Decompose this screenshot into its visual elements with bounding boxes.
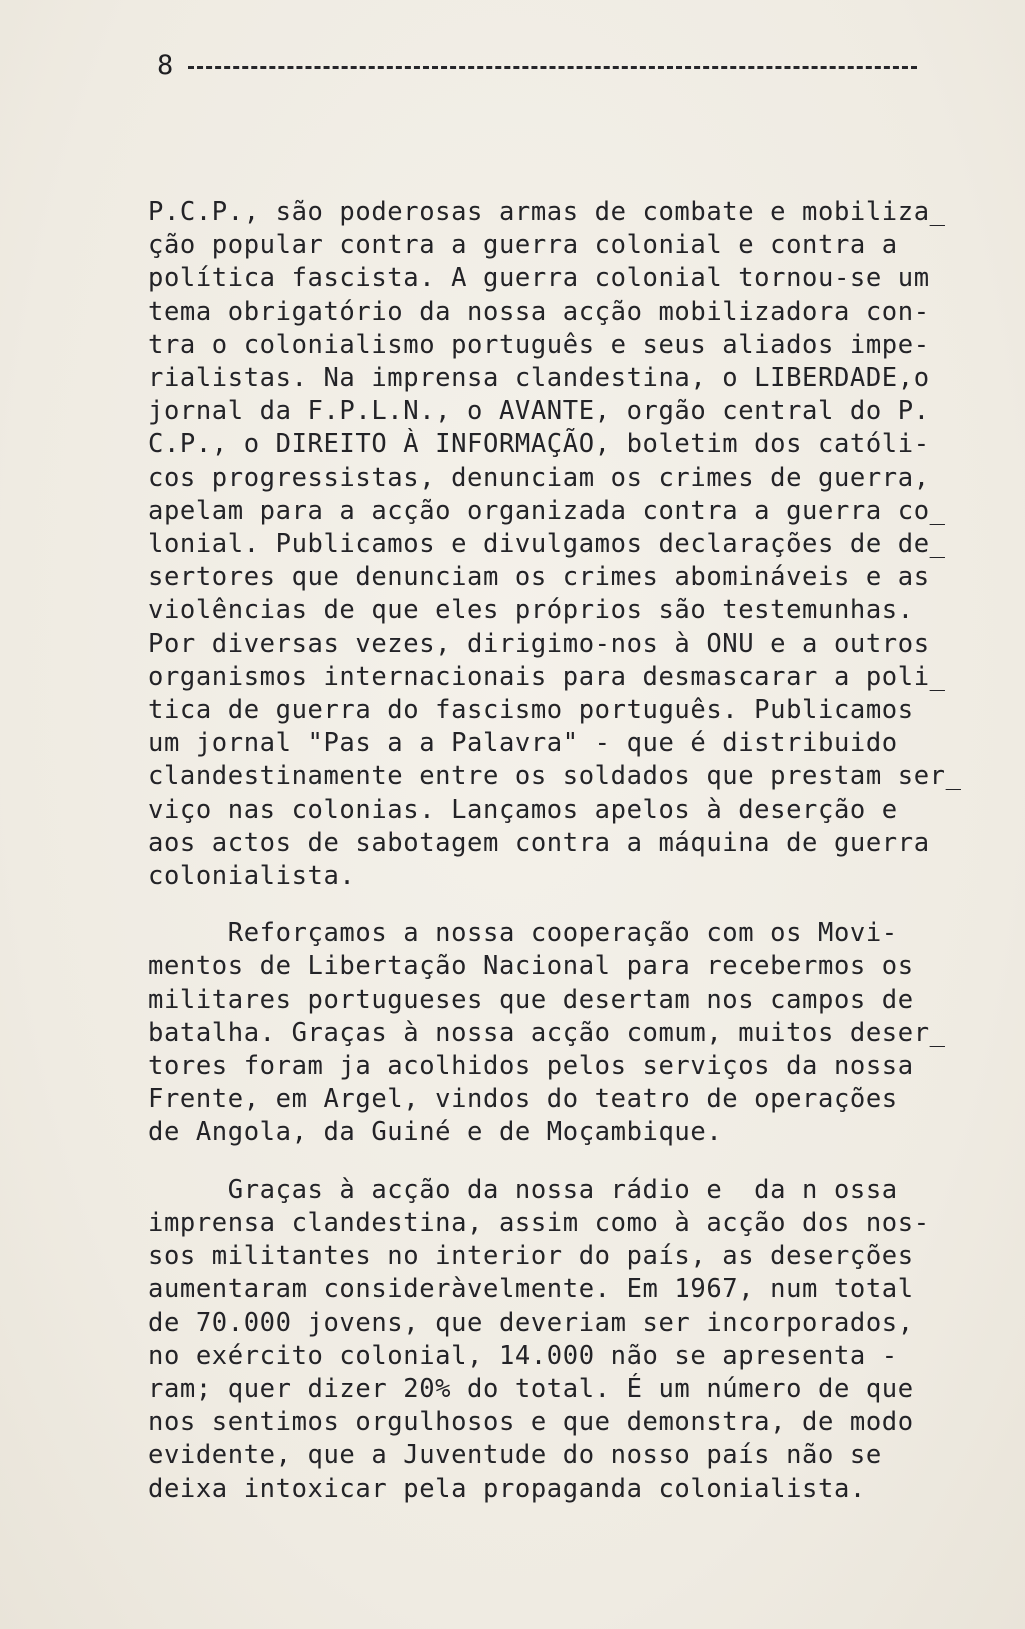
text-line: jornal da F.P.L.N., o AVANTE, orgão central do P. <box>148 396 930 427</box>
text-line: P.C.P., são poderosas armas de combate e mobiliza_ <box>148 197 946 227</box>
paragraph-1 <box>148 196 962 893</box>
text-line: nos sentimos orgulhosos e que demonstra, de modo <box>148 1407 914 1438</box>
text-line: ção popular contra a guerra colonial e contra a <box>148 230 898 261</box>
text-line: Por diversas vezes, dirigimo-nos à ONU e a outros <box>148 628 930 659</box>
text-line: tores foram ja acolhidos pelos serviços da nossa <box>148 1051 914 1082</box>
text-line: tica de guerra do fascismo português. Publicamos <box>148 695 914 726</box>
text-line: lonial. Publicamos e divulgamos declarações de de_ <box>148 529 946 560</box>
text-line: apelam para a acção organizada contra a guerra co_ <box>148 495 946 526</box>
text-line: colonialista. <box>148 861 356 892</box>
body-text <box>148 196 962 1506</box>
text-line: cos progressistas, denunciam os crimes de guerra, <box>148 462 930 493</box>
text-line: viço nas colonias. Lançamos apelos à deserção e <box>148 794 898 825</box>
page-number: 8 <box>157 49 175 81</box>
text-line: Frente, em Argel, vindos do teatro de operações <box>148 1084 898 1115</box>
paragraph-2 <box>148 917 946 1149</box>
text-line: rialistas. Na imprensa clandestina, o LIBERDADE,o <box>148 363 930 394</box>
text-line: C.P., o DIREITO À INFORMAÇÃO, boletim dos católi- <box>148 429 930 460</box>
text-line: um jornal "Pas a a Palavra" - que é distribuido <box>148 728 898 759</box>
text-line: de 70.000 jovens, que deveriam ser incorporados, <box>148 1307 914 1338</box>
text-line: sos militantes no interior do país, as deserções <box>148 1241 914 1272</box>
header-dashed-rule <box>188 66 917 69</box>
text-line: batalha. Graças à nossa acção comum, muitos deser_ <box>148 1017 946 1048</box>
text-line: ram; quer dizer 20% do total. É um número de que <box>148 1373 914 1404</box>
text-line: política fascista. A guerra colonial tornou-se um <box>148 263 930 294</box>
text-line: aos actos de sabotagem contra a máquina de guerra <box>148 827 930 858</box>
text-line: mentos de Libertação Nacional para recebermos os <box>148 951 914 982</box>
text-line: no exército colonial, 14.000 não se apresenta - <box>148 1340 898 1371</box>
text-line: tema obrigatório da nossa acção mobilizadora con- <box>148 296 930 327</box>
text-line: violências de que eles próprios são testemunhas. <box>148 595 914 626</box>
text-line: organismos internacionais para desmascarar a poli_ <box>148 661 946 692</box>
text-line: evidente, que a Juventude do nosso país não se <box>148 1440 882 1471</box>
text-line: sertores que denunciam os crimes abomináveis e as <box>148 562 930 593</box>
paragraph-3 <box>148 1174 932 1506</box>
text-line: imprensa clandestina, assim como à acção dos nos- <box>148 1207 930 1238</box>
text-line: militares portugueses que desertam nos campos de <box>148 984 914 1015</box>
text-line: Reforçamos a nossa cooperação com os Movi- <box>148 918 898 949</box>
text-line: tra o colonialismo português e seus aliados impe- <box>148 329 930 360</box>
text-line: deixa intoxicar pela propaganda colonialista. <box>148 1473 866 1504</box>
text-line: aumentaram consideràvelmente. Em 1967, num total <box>148 1274 914 1305</box>
text-line: Graças à acção da nossa rádio e da n ossa <box>148 1174 898 1205</box>
text-line: clandestinamente entre os soldados que prestam ser_ <box>148 761 962 792</box>
text-line: de Angola, da Guiné e de Moçambique. <box>148 1117 723 1148</box>
page-header <box>157 45 917 85</box>
